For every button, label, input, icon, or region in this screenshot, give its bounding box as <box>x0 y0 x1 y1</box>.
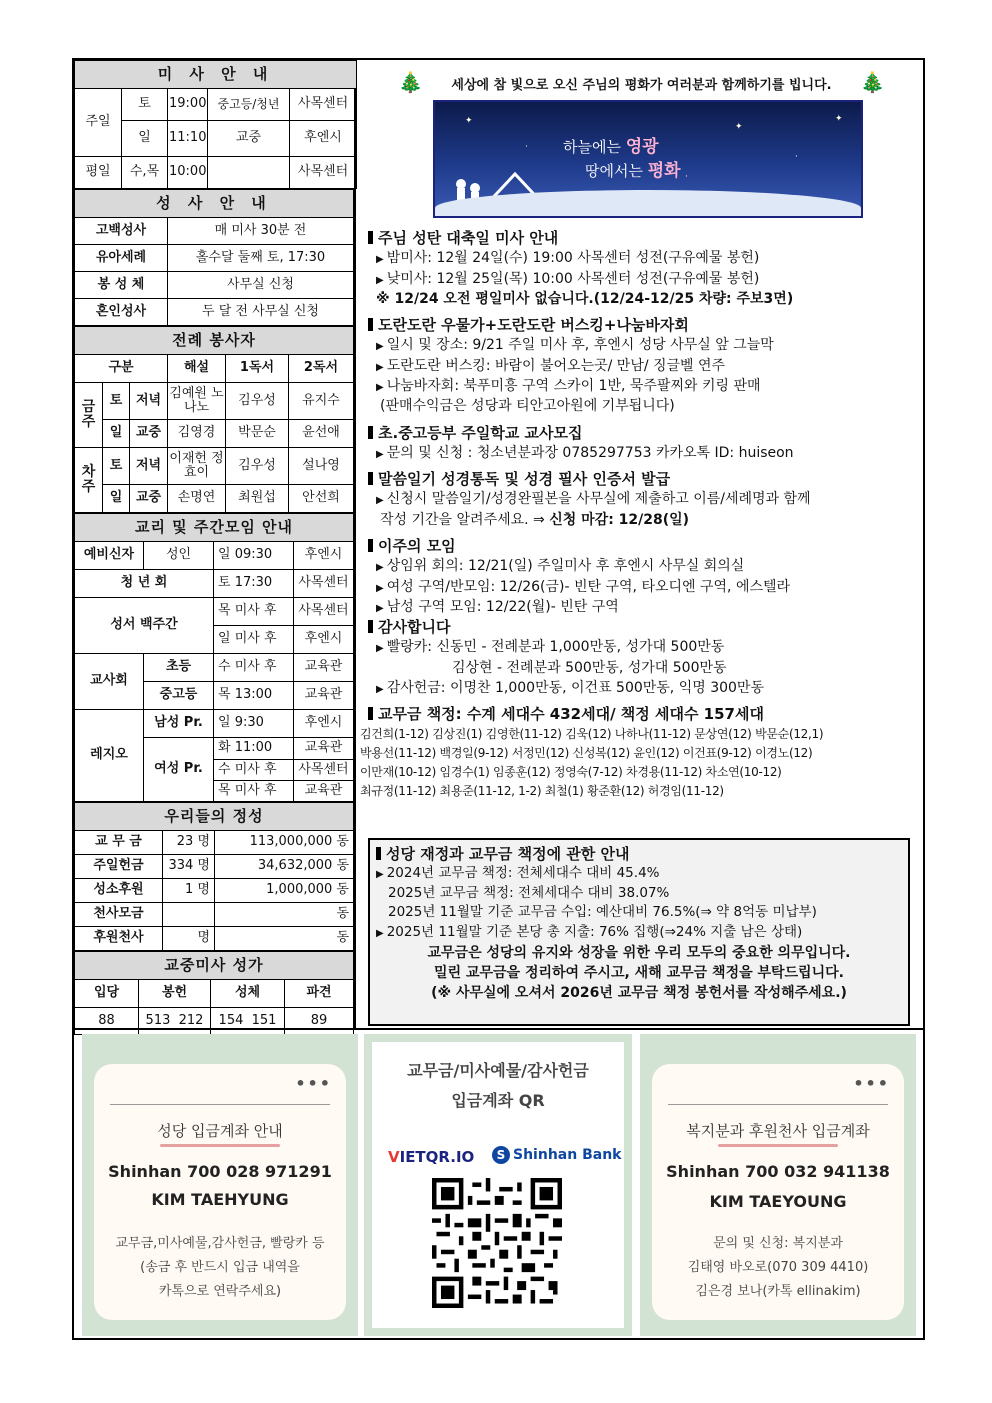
more-icon: ••• <box>853 1074 890 1093</box>
finance-line: 2024년 교무금 책정: 전체세대수 대비 45.4% <box>386 865 660 882</box>
sacrament-desc: 매 미사 30분 전 <box>168 218 354 245</box>
teachers-place: 교육관 <box>294 654 354 682</box>
mass-day: 토 <box>122 89 168 121</box>
youth-label: 청 년 회 <box>75 570 214 598</box>
offering-count: 334 명 <box>163 855 215 879</box>
catechumen-place: 후엔시 <box>294 542 354 570</box>
shinhan-icon: S <box>492 1146 510 1164</box>
sacrament-name: 혼인성사 <box>75 299 168 326</box>
dues-heading: 교무금 책정: 수계 세대수 432세대/ 책정 세대수 157세대 <box>368 704 923 724</box>
church-account-note: 카톡으로 연락주세요) <box>158 1284 282 1299</box>
bible-heading: 말씀일기 성경통독 및 성경 필사 인증서 발급 <box>368 469 923 489</box>
hymn-number: 154 151 <box>211 1008 285 1035</box>
dues-names: 최규정(11-12) 최용준(11-12, 1-2) 최철(1) 황준환(12) 허경임(11-12) <box>360 784 724 799</box>
finance-line: 2025년 11월말 기준 본당 총 지출: 76% 집행(⇒24% 지출 남은 상태) <box>386 923 803 940</box>
hymn-number: 88 <box>75 1008 139 1035</box>
finance-callout: (※ 사무실에 오셔서 2026년 교무금 책정 봉헌서를 작성해주세요.) <box>431 985 847 1002</box>
offering-name: 주일헌금 <box>75 855 163 879</box>
offering-amount: 34,632,000 동 <box>215 855 354 879</box>
church-account-note: (송금 후 반드시 입금 내역을 <box>140 1260 300 1275</box>
notice-line: 도란도란 버스킹: 바람이 불어오는곳/ 만남/ 징글벨 연주 <box>386 357 726 374</box>
notice-line: 신청시 말씀일기/성경완필본을 사무실에 제출하고 이름/세례명과 함께 <box>386 491 811 508</box>
hymn-header: 입당 <box>75 980 139 1008</box>
hymns-table <box>74 951 354 1035</box>
sacrament-name: 봉 성 체 <box>75 272 168 299</box>
server-commentator: 손명연 <box>168 485 226 513</box>
this-week-label: 금주 <box>75 383 103 448</box>
bulletin-page <box>72 58 925 1340</box>
server-reader1: 김우성 <box>226 383 289 420</box>
legio-place: 사목센터 <box>294 760 354 781</box>
offering-name: 천사모금 <box>75 903 163 927</box>
catechumen-label: 예비신자 <box>75 542 144 570</box>
meetings-title: 교리 및 주간모임 안내 <box>75 514 354 542</box>
servers-title: 전례 봉사자 <box>75 327 354 355</box>
teachers-place: 교육관 <box>294 682 354 710</box>
legio-time: 일 9:30 <box>214 710 294 738</box>
legio-label: 레지오 <box>75 710 144 802</box>
right-column <box>358 60 925 1028</box>
offering-table <box>74 802 354 951</box>
welfare-account-number: Shinhan 700 032 941138 <box>666 1162 890 1181</box>
server-reader1: 김우성 <box>226 448 289 485</box>
welfare-account-holder: KIM TAEYOUNG <box>709 1192 847 1211</box>
welfare-account-note: 김은경 보나(카톡 ellinakim) <box>695 1284 861 1299</box>
shinhan-logo: S Shinhan Bank <box>492 1146 621 1164</box>
hymn-header: 파견 <box>285 980 354 1008</box>
sacrament-desc: 두 달 전 사무실 신청 <box>168 299 354 326</box>
offering-amount: 동 <box>215 927 354 951</box>
doran-heading: 도란도란 우물가+도란도란 버스킹+나눔바자회 <box>368 315 923 335</box>
dues-names: 이만재(10-12) 임경수(1) 임종훈(12) 정영숙(7-12) 차경용(11-12) 차소연(10-12) <box>360 764 782 779</box>
notice-line: 나눔바자회: 북푸미흥 구역 스카이 1반, 묵주팔찌와 키링 판매 <box>386 377 761 394</box>
notice-line: 밤미사: 12월 24일(수) 19:00 사목센터 성전(구유예물 봉헌) <box>386 250 760 267</box>
teachers-group: 중고등 <box>144 682 214 710</box>
dues-names: 김건희(1-12) 김상진(1) 김영한(11-12) 김욱(12) 나하나(11-12) 문상연(12) 박문순(12,1) <box>360 726 824 741</box>
church-account-holder: KIM TAEHYUNG <box>151 1190 289 1209</box>
offering-title: 우리들의 정성 <box>75 803 354 831</box>
servers-header: 1독서 <box>226 355 289 383</box>
notice-line: (판매수익금은 성당과 티안고아원에 기부됩니다) <box>380 398 675 415</box>
server-reader2: 설나영 <box>289 448 354 485</box>
finance-line: 2025년 11월말 기준 교무금 수입: 예산대비 76.5%(⇒ 약 8억동 미납부) <box>388 904 817 921</box>
weekday-label: 평일 <box>75 157 122 189</box>
servers-header: 해설 <box>168 355 226 383</box>
notice-line: 김상현 - 전례분과 500만동, 성가대 500만동 <box>452 659 727 676</box>
week-heading: 이주의 모임 <box>368 536 923 556</box>
sacrament-name: 유아세례 <box>75 245 168 272</box>
offering-count: 명 <box>163 927 215 951</box>
mass-day: 수,목 <box>122 157 168 189</box>
legio-men: 남성 Pr. <box>144 710 214 738</box>
mass-group: 교중 <box>208 121 290 157</box>
sacrament-desc: 사무실 신청 <box>168 272 354 299</box>
notice-line: 작성 기간을 알려주세요. ⇒ <box>380 511 550 528</box>
more-icon: ••• <box>295 1074 332 1093</box>
welfare-account-panel <box>640 1034 916 1336</box>
bible-place: 후엔시 <box>294 626 354 654</box>
youth-time: 토 17:30 <box>214 570 294 598</box>
mass-time: 10:00 <box>168 157 208 189</box>
server-commentator: 김예원 노나노 <box>168 383 226 420</box>
server-reader1: 최원섭 <box>226 485 289 513</box>
teachers-heading: 초.중고등부 주일학교 교사모집 <box>368 423 923 443</box>
sacrament-name: 고백성사 <box>75 218 168 245</box>
church-account-card <box>94 1064 346 1320</box>
offering-amount: 1,000,000 동 <box>215 879 354 903</box>
mass-place: 후엔시 <box>290 121 357 157</box>
hymn-number: 513 212 <box>139 1008 211 1035</box>
banner-caption: 세상에 참 빛으로 오신 주님의 평화가 여러분과 함께하기를 빕니다. <box>451 78 832 93</box>
welfare-account-note: 김태영 바오로(070 309 4410) <box>687 1260 869 1275</box>
teachers-group: 초등 <box>144 654 214 682</box>
teachers-label: 교사회 <box>75 654 144 710</box>
finance-heading: 성당 재정과 교무금 책정에 관한 안내 <box>376 844 902 864</box>
server-reader2: 안선희 <box>289 485 354 513</box>
notice-line: 빨랑카: 신동민 - 전례분과 1,000만동, 성가대 500만동 <box>386 639 725 656</box>
bible-time: 목 미사 후 <box>214 598 294 626</box>
deadline: 신청 마감: 12/28(일) <box>549 511 690 528</box>
qr-title: 교무금/미사예물/감사헌금 <box>407 1061 589 1080</box>
offering-name: 후원천사 <box>75 927 163 951</box>
mass-time: 19:00 <box>168 89 208 121</box>
legio-place: 교육관 <box>294 781 354 802</box>
bible-label: 성서 백주간 <box>75 598 214 654</box>
server-mass: 교중 <box>130 485 168 513</box>
notice-line: 남성 구역 모임: 12/22(월)- 빈탄 구역 <box>386 598 619 615</box>
qr-subtitle: 입금계좌 QR <box>451 1091 545 1110</box>
notice-line: 낮미사: 12월 25일(목) 10:00 사목센터 성전(구유예물 봉헌) <box>386 270 760 287</box>
offering-count: 1 명 <box>163 879 215 903</box>
server-reader2: 윤선애 <box>289 420 354 448</box>
mass-place: 사목센터 <box>290 157 357 189</box>
offering-amount: 동 <box>215 903 354 927</box>
server-reader2: 유지수 <box>289 383 354 420</box>
offering-name: 교 무 금 <box>75 831 163 855</box>
offering-count <box>163 903 215 927</box>
hymns-title: 교중미사 성가 <box>75 952 354 980</box>
thanks-heading: 감사합니다 <box>368 617 923 637</box>
youth-place: 사목센터 <box>294 570 354 598</box>
server-day: 일 <box>103 485 130 513</box>
mass-title: 미 사 안 내 <box>75 61 357 89</box>
mass-time: 11:10 <box>168 121 208 157</box>
offering-count: 23 명 <box>163 831 215 855</box>
christmas-banner <box>358 66 925 216</box>
server-mass: 저녁 <box>130 448 168 485</box>
notice-line: ※ 12/24 오전 평일미사 없습니다.(12/24-12/25 차량: 주보3면) <box>376 290 794 307</box>
server-mass: 저녁 <box>130 383 168 420</box>
servers-header: 2독서 <box>289 355 354 383</box>
nativity-image: ✦ · ✦ · ✦ · 하늘에는 영광 땅에서는 평화 <box>433 100 863 218</box>
notice-line: 일시 및 장소: 9/21 주일 미사 후, 후엔시 성당 사무실 앞 그늘막 <box>386 337 774 354</box>
mass-schedule-table <box>74 60 357 189</box>
teachers-time: 목 13:00 <box>214 682 294 710</box>
sacrament-desc: 홀수달 둘째 토, 17:30 <box>168 245 354 272</box>
dues-names: 박용선(11-12) 백경일(9-12) 서정민(12) 신성복(12) 윤인(12) 이건표(9-12) 이경노(12) <box>360 745 813 760</box>
mass-place: 사목센터 <box>290 89 357 121</box>
banner-glory-line: 하늘에는 영광 <box>563 137 659 157</box>
notice-line: 상임위 회의: 12/21(일) 주일미사 후 후엔시 사무실 회의실 <box>386 558 745 575</box>
server-commentator: 이재헌 정효이 <box>168 448 226 485</box>
legio-time: 화 11:00 <box>214 738 294 760</box>
server-mass: 교중 <box>130 420 168 448</box>
notice-line: 문의 및 신청 : 청소년분과장 0785297753 카카오톡 ID: huiseon <box>386 444 794 461</box>
legio-place: 후엔시 <box>294 710 354 738</box>
servers-table <box>74 326 354 513</box>
offering-amount: 113,000,000 동 <box>215 831 354 855</box>
bible-place: 사목센터 <box>294 598 354 626</box>
mass-day: 일 <box>122 121 168 157</box>
legio-place: 교육관 <box>294 738 354 760</box>
hymn-header: 성체 <box>211 980 285 1008</box>
meetings-table <box>74 513 354 802</box>
sacrament-table <box>74 189 354 326</box>
welfare-account-note: 문의 및 신청: 복지분과 <box>713 1236 843 1251</box>
sacrament-title: 성 사 안 내 <box>75 190 354 218</box>
finance-callout: 밀린 교무금을 정리하여 주시고, 새해 교무금 책정을 부탁드립니다. <box>434 964 844 981</box>
church-account-number: Shinhan 700 028 971291 <box>108 1162 332 1181</box>
welfare-account-title: 복지분과 후원천사 입금계좌 <box>686 1122 870 1140</box>
left-column <box>74 60 356 1028</box>
bible-time: 일 미사 후 <box>214 626 294 654</box>
finance-line: 2025년 교무금 책정: 전체세대수 대비 38.07% <box>388 884 670 901</box>
qr-code[interactable] <box>432 1178 562 1308</box>
notices: 주님 성탄 대축일 미사 안내 ▶ 밤미사: 12월 24일(수) 19:00 사목센터 성전(구유예물 봉헌) ▶ 낮미사: 12월 25일(목) 10:00 사목센터 성전(구유예물 봉헌) ※ 12/24 오전 평일미사 없습니다.(12/24-12/25 차량: 주보3면) 도란도란 우물가+도란도란 버스킹+나눔바자회 ▶ 일시 및 장소: 9/21 주일 미사 후, 후엔시 성당 사무실 앞 그늘막 ▶ 도란도란 버스킹: 바람이 불어오는곳/ 만남/ 징글벨 연주 ▶ 나눔바자회: 북푸미흥 구역 스카이 1반, 묵주팔찌와 키링 판매 (판매수익금은 성당과 티안고아원에 기부됩니다) 초.중고등부 주일학교 교사모집 ▶ 문의 및 신청 : 청소년분과장 0785297753 카카오톡 ID: huiseon 말씀일기 성경통독 및 성경 필사 인증서 발급 ▶ 신청시 말씀일기/성경완필본을 사무실에 제출하고 이름/세례명과 함께 작성 기간을 알려주세요. ⇒ 신청 마감: 12/28(일) 이주의 모임 ▶ 상임위 회의: 12/21(일) 주일미사 후 후엔시 사무실 회의실 ▶ 여성 구역/반모임: 12/26(금)- 빈탄 구역, 타오디엔 구역, 에스텔라 ▶ 남성 구역 모임: 12/22(월)- 빈탄 구역 감사합니다 ▶ 빨랑카: 신동민 - 전례분과 1,000만동, 성가대 500만동 김상현 - 전례분과 500만동, 성가대 500만동 ▶ 감사헌금: 이명찬 1,000만동, 이건표 500만동, 익명 300만동 교무금 책정: 수계 세대수 432세대/ 책정 세대수 157세대 김건희(1-12) 김상진(1) 김영한(11-12) 김욱(12) 나하나(11-12) 문상연(12) 박문순(12,1) 박용선(11-12) 백경일(9-12) 서정민(12) 신성복(12) 윤인(12) 이건표(9-12) 이경노(12) 이만재(10-12) 임경수(1) 임종훈(12) 정영숙(7-12) 차경용(11-12) 차소연(10-12) 최규정(11-12) 최용준(11-12, 1-2) 최철(1) 황준환(12) 허경임(11-12) <box>368 222 923 801</box>
catechumen-group: 성인 <box>144 542 214 570</box>
servers-header: 구분 <box>75 355 168 383</box>
finance-callout: 교무금은 성당의 유지와 성장을 위한 우리 모두의 중요한 의무입니다. <box>427 944 851 961</box>
account-info <box>74 1028 923 1340</box>
vietqr-logo: VIETQR.IO <box>388 1148 475 1166</box>
christmas-tree-icon: 🎄 <box>860 70 885 94</box>
christmas-tree-icon: 🎄 <box>398 70 423 94</box>
church-account-panel <box>82 1034 358 1336</box>
notice-line: 감사헌금: 이명찬 1,000만동, 이건표 500만동, 익명 300만동 <box>386 679 764 696</box>
legio-time: 목 미사 후 <box>214 781 294 802</box>
server-day: 토 <box>103 383 130 420</box>
qr-panel <box>364 1034 632 1336</box>
hymn-header: 봉헌 <box>139 980 211 1008</box>
mass-group: 중고등/청년 <box>208 89 290 121</box>
offering-name: 성소후원 <box>75 879 163 903</box>
server-day: 토 <box>103 448 130 485</box>
welfare-account-card <box>652 1064 904 1320</box>
server-commentator: 김영경 <box>168 420 226 448</box>
church-account-note: 교무금,미사예물,감사헌금, 빨랑카 등 <box>115 1236 325 1251</box>
next-week-label: 차주 <box>75 448 103 513</box>
server-day: 일 <box>103 420 130 448</box>
teachers-time: 수 미사 후 <box>214 654 294 682</box>
sunday-label: 주일 <box>75 89 122 157</box>
mass-group <box>208 157 290 189</box>
notice-line: 여성 구역/반모임: 12/26(금)- 빈탄 구역, 타오디엔 구역, 에스텔라 <box>386 578 791 595</box>
finance-box: 성당 재정과 교무금 책정에 관한 안내 ▶ 2024년 교무금 책정: 전체세대수 대비 45.4% 2025년 교무금 책정: 전체세대수 대비 38.07% 2025년 11월말 기준 교무금 수입: 예산대비 76.5%(⇒ 약 8억동 미납부) ▶ 2025년 11월말 기준 본당 총 지출: 76% 집행(⇒24% 지출 남은 상태) 교무금은 성당의 유지와 성장을 위한 우리 모두의 중요한 의무입니다. 밀린 교무금을 정리하여 주시고, 새해 교무금 책정을 부탁드립니다. (※ 사무실에 오셔서 2026년 교무금 책정 봉헌서를 작성해주세요.) <box>368 838 910 1026</box>
catechumen-time: 일 09:30 <box>214 542 294 570</box>
christmas-heading: 주님 성탄 대축일 미사 안내 <box>368 228 923 248</box>
banner-peace-line: 땅에서는 평화 <box>585 161 681 181</box>
server-reader1: 박문순 <box>226 420 289 448</box>
hymn-number: 89 <box>285 1008 354 1035</box>
legio-time: 수 미사 후 <box>214 760 294 781</box>
church-account-title: 성당 입금계좌 안내 <box>157 1122 283 1140</box>
legio-women: 여성 Pr. <box>144 738 214 802</box>
